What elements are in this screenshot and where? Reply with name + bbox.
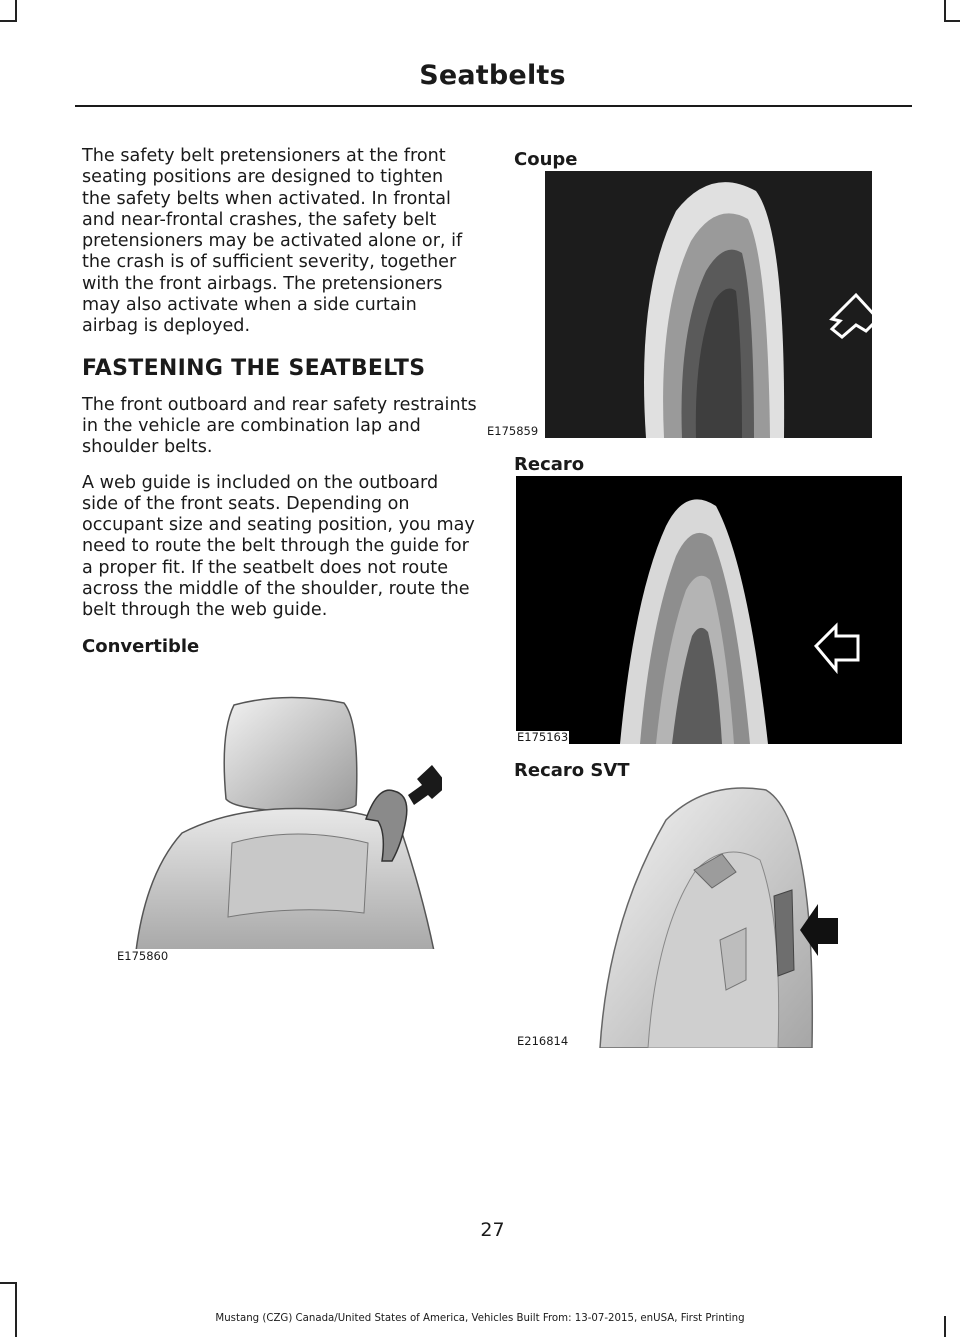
- recaro-svt-seat-figure: [516, 780, 842, 1048]
- figure-code: E175859: [487, 424, 539, 438]
- coupe-seat-figure: [486, 171, 872, 438]
- recaro-seat-illustration: [516, 476, 902, 744]
- crop-mark: [15, 1282, 17, 1337]
- pretensioner-paragraph: The safety belt pretensioners at the front seating positions are designed to tighten the safety belts when activated. In frontal and near-frontal crashes, the safety belt pretensioners may be activated alone or, if the crash is of sufficient severity, together with the front airbags. The pretensioners may also activate when a side curtain airbag is deployed.: [82, 146, 463, 337]
- recaro-seat-figure: [516, 476, 902, 744]
- header-rule: [75, 105, 912, 107]
- section-heading: FASTENING THE SEATBELTS: [82, 355, 426, 381]
- restraints-paragraph: The front outboard and rear safety restraints in the vehicle are combination lap and shoulder belts.: [82, 394, 477, 458]
- recaro-label: Recaro: [514, 454, 585, 475]
- recaro-svt-label: Recaro SVT: [514, 760, 630, 781]
- crop-mark: [0, 1282, 17, 1284]
- coupe-label: Coupe: [514, 149, 578, 170]
- convertible-label: Convertible: [82, 635, 200, 657]
- recaro-svt-seat-illustration: [516, 780, 842, 1048]
- figure-code: E175860: [117, 949, 169, 963]
- web-guide-paragraph: A web guide is included on the outboard side of the front seats. Depending on occupant size and seating position, you may need to route the belt through the guide for a proper fit. If the seatbelt does not route across the middle of the shoulder, route the belt through the web guide.: [82, 472, 475, 621]
- left-column: [82, 146, 477, 657]
- coupe-seat-illustration: [486, 171, 872, 438]
- footer-text: Mustang (CZG) Canada/United States of America, Vehicles Built From: 13-07-2015, enUSA, First Printing: [215, 1313, 745, 1324]
- figure-code: E175163: [517, 730, 569, 744]
- crop-mark: [0, 20, 17, 22]
- crop-mark: [15, 0, 17, 22]
- convertible-seat-illustration: [116, 693, 442, 963]
- crop-mark: [944, 20, 960, 22]
- page-title: Seatbelts: [419, 60, 566, 91]
- convertible-seat-figure: [116, 693, 442, 963]
- page-number: 27: [480, 1219, 505, 1241]
- figure-code: E216814: [517, 1034, 569, 1048]
- crop-mark: [944, 0, 946, 22]
